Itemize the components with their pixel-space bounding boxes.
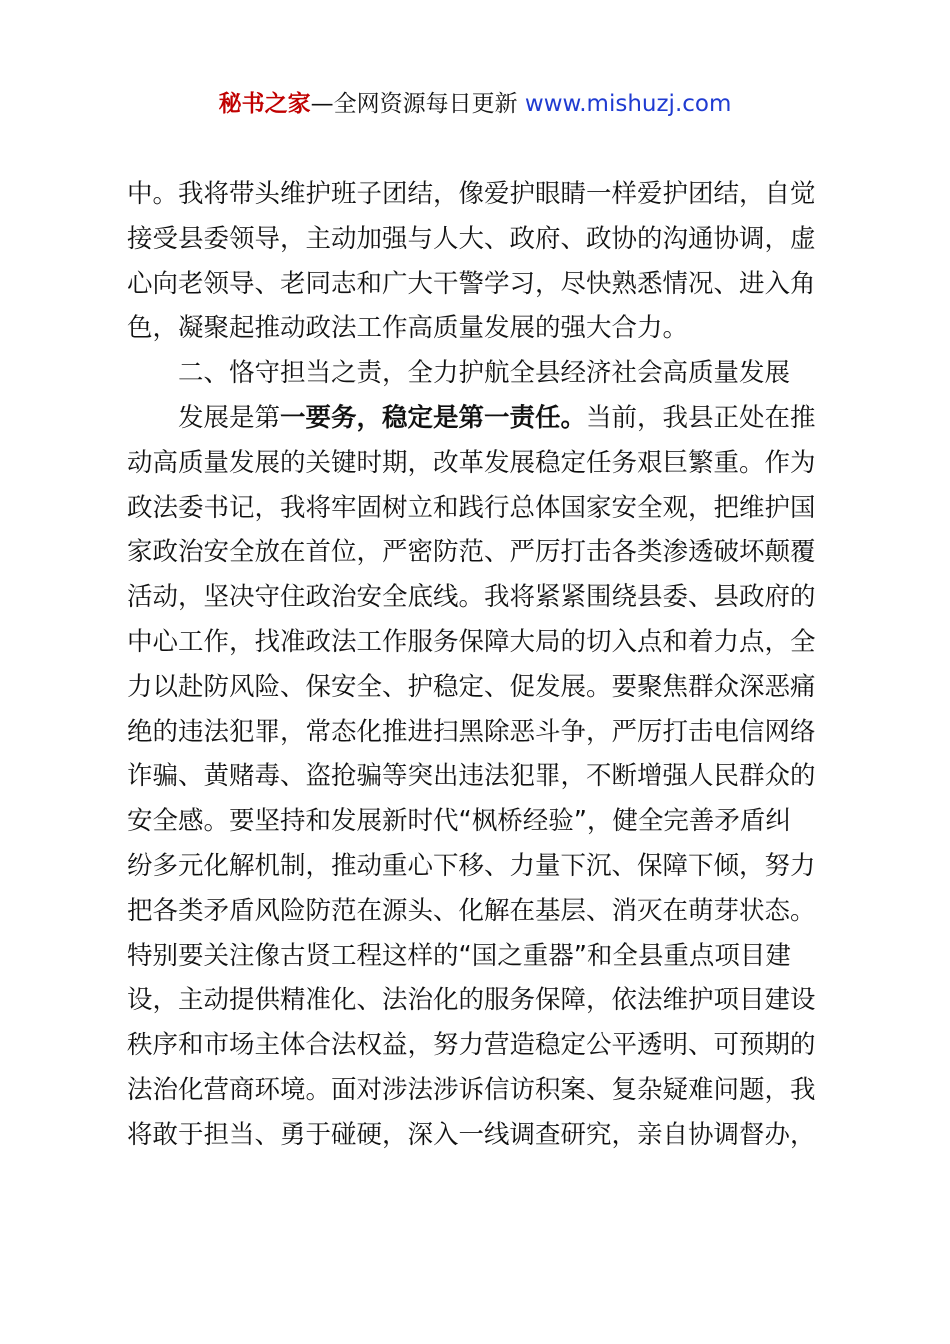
paragraph1-line: 心向老领导、老同志和广大干警学习，尽快熟悉情况、进入角	[127, 268, 816, 299]
paragraph1-line: 接受县委领导，主动加强与人大、政府、政协的沟通协调，虚	[127, 223, 816, 254]
paragraph2-line: 力以赴防风险、保安全、护稳定、促发展。要聚焦群众深恶痛	[127, 671, 816, 702]
paragraph2-line: 法治化营商环境。面对涉法涉诉信访积案、复杂疑难问题，我	[127, 1074, 816, 1105]
paragraph2-line: 特别要关注像古贤工程这样的“国之重器”和全县重点项目建	[127, 940, 791, 971]
header-brand: 秘书之家	[218, 91, 311, 117]
paragraph2-line: 秩序和市场主体合法权益，努力营造稳定公平透明、可预期的	[127, 1030, 816, 1061]
paragraph2-line: 绝的违法犯罪，常态化推进扫黑除恶斗争，严厉打击电信网络	[127, 716, 816, 747]
document-body	[127, 172, 831, 1158]
paragraph2-first-bold: 一要务，稳定是第一责任。	[280, 402, 587, 433]
paragraph2-line: 把各类矛盾风险防范在源头、化解在基层、消灭在萌芽状态。	[127, 895, 816, 926]
header-tagline: —全网资源每日更新	[310, 91, 518, 117]
paragraph2-line: 纷多元化解机制，推动重心下移、力量下沉、保障下倾，努力	[127, 850, 816, 881]
paragraph2-first-line	[127, 396, 831, 441]
paragraph2-first-pre: 发展是第	[178, 402, 281, 433]
paragraph2-line: 设，主动提供精准化、法治化的服务保障，依法维护项目建设	[127, 985, 816, 1016]
paragraph2-line: 活动，坚决守住政治安全底线。我将紧紧围绕县委、县政府的	[127, 582, 816, 613]
paragraph2-line: 安全感。要坚持和发展新时代“枫桥经验”，健全完善矛盾纠	[127, 806, 791, 837]
section-heading: 二、恪守担当之责，全力护航全县经济社会高质量发展	[178, 358, 791, 389]
paragraph2-line: 动高质量发展的关键时期，改革发展稳定任务艰巨繁重。作为	[127, 447, 816, 478]
paragraph2-line: 中心工作，找准政法工作服务保障大局的切入点和着力点，全	[127, 626, 816, 657]
paragraph2-line: 将敢于担当、勇于碰硬，深入一线调查研究，亲自协调督办，	[127, 1119, 816, 1150]
paragraph2-line: 政法委书记，我将牢固树立和践行总体国家安全观，把维护国	[127, 492, 816, 523]
paragraph2-line: 诈骗、黄赌毒、盗抢骗等突出违法犯罪，不断增强人民群众的	[127, 761, 816, 792]
header-url-link[interactable]: www.mishuzj.com	[524, 91, 732, 117]
paragraph1-line: 色，凝聚起推动政法工作高质量发展的强大合力。	[127, 313, 689, 344]
page-header	[0, 86, 950, 122]
paragraph1-line: 中。我将带头维护班子团结，像爱护眼睛一样爱护团结，自觉	[127, 179, 816, 209]
paragraph2-line: 家政治安全放在首位，严密防范、严厉打击各类渗透破坏颠覆	[127, 537, 816, 568]
paragraph2-first-post: 当前，我县正处在推	[586, 402, 816, 433]
